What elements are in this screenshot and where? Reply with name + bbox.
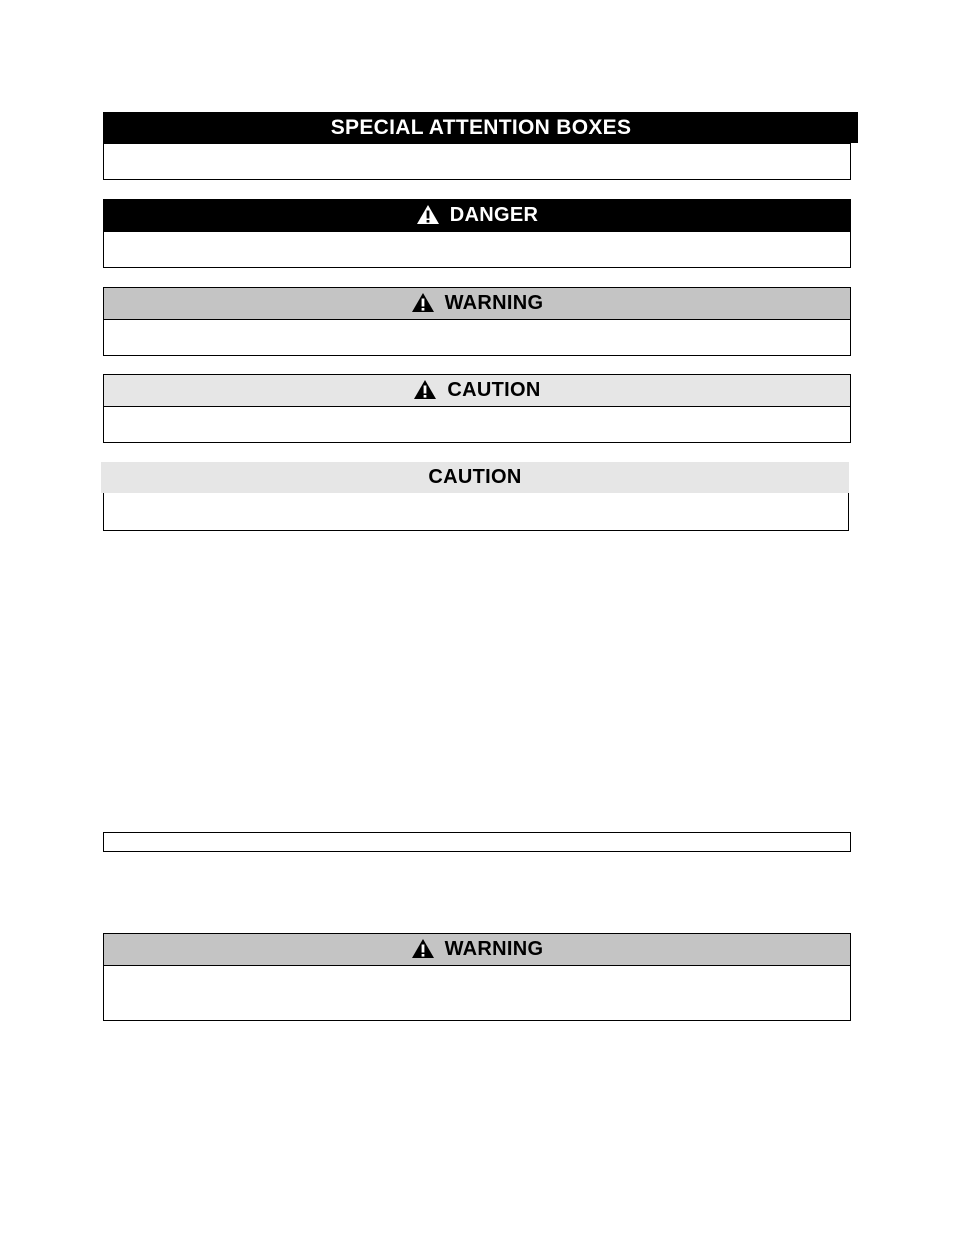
special-attention-box [103,112,851,180]
empty-note-box [103,832,851,852]
caution-icon-header [104,375,850,406]
caution-icon-title: CAUTION [447,379,541,401]
caution-icon-body [104,406,850,442]
warning-body-2 [104,965,850,1020]
danger-box [103,199,851,268]
warning-title: WARNING [444,292,544,314]
caution-plain-box [103,462,849,531]
special-attention-header [104,112,858,143]
danger-body [104,231,850,267]
warning-title-2: WARNING [444,938,544,960]
caution-icon-box [103,374,851,443]
warning-header [104,288,850,319]
warning-triangle-icon [411,938,435,959]
warning-box [103,287,851,356]
danger-header [104,200,850,231]
caution-plain-body [103,493,849,530]
warning-body [104,319,850,355]
special-attention-body [104,143,850,179]
warning-box-2 [103,933,851,1021]
warning-triangle-icon [416,204,440,225]
special-attention-title: SPECIAL ATTENTION BOXES [330,116,632,139]
warning-triangle-icon [413,379,437,400]
caution-plain-title: CAUTION [428,466,522,488]
danger-title: DANGER [449,204,539,226]
warning-header-2 [104,934,850,965]
warning-triangle-icon [411,292,435,313]
caution-plain-header [101,462,849,493]
